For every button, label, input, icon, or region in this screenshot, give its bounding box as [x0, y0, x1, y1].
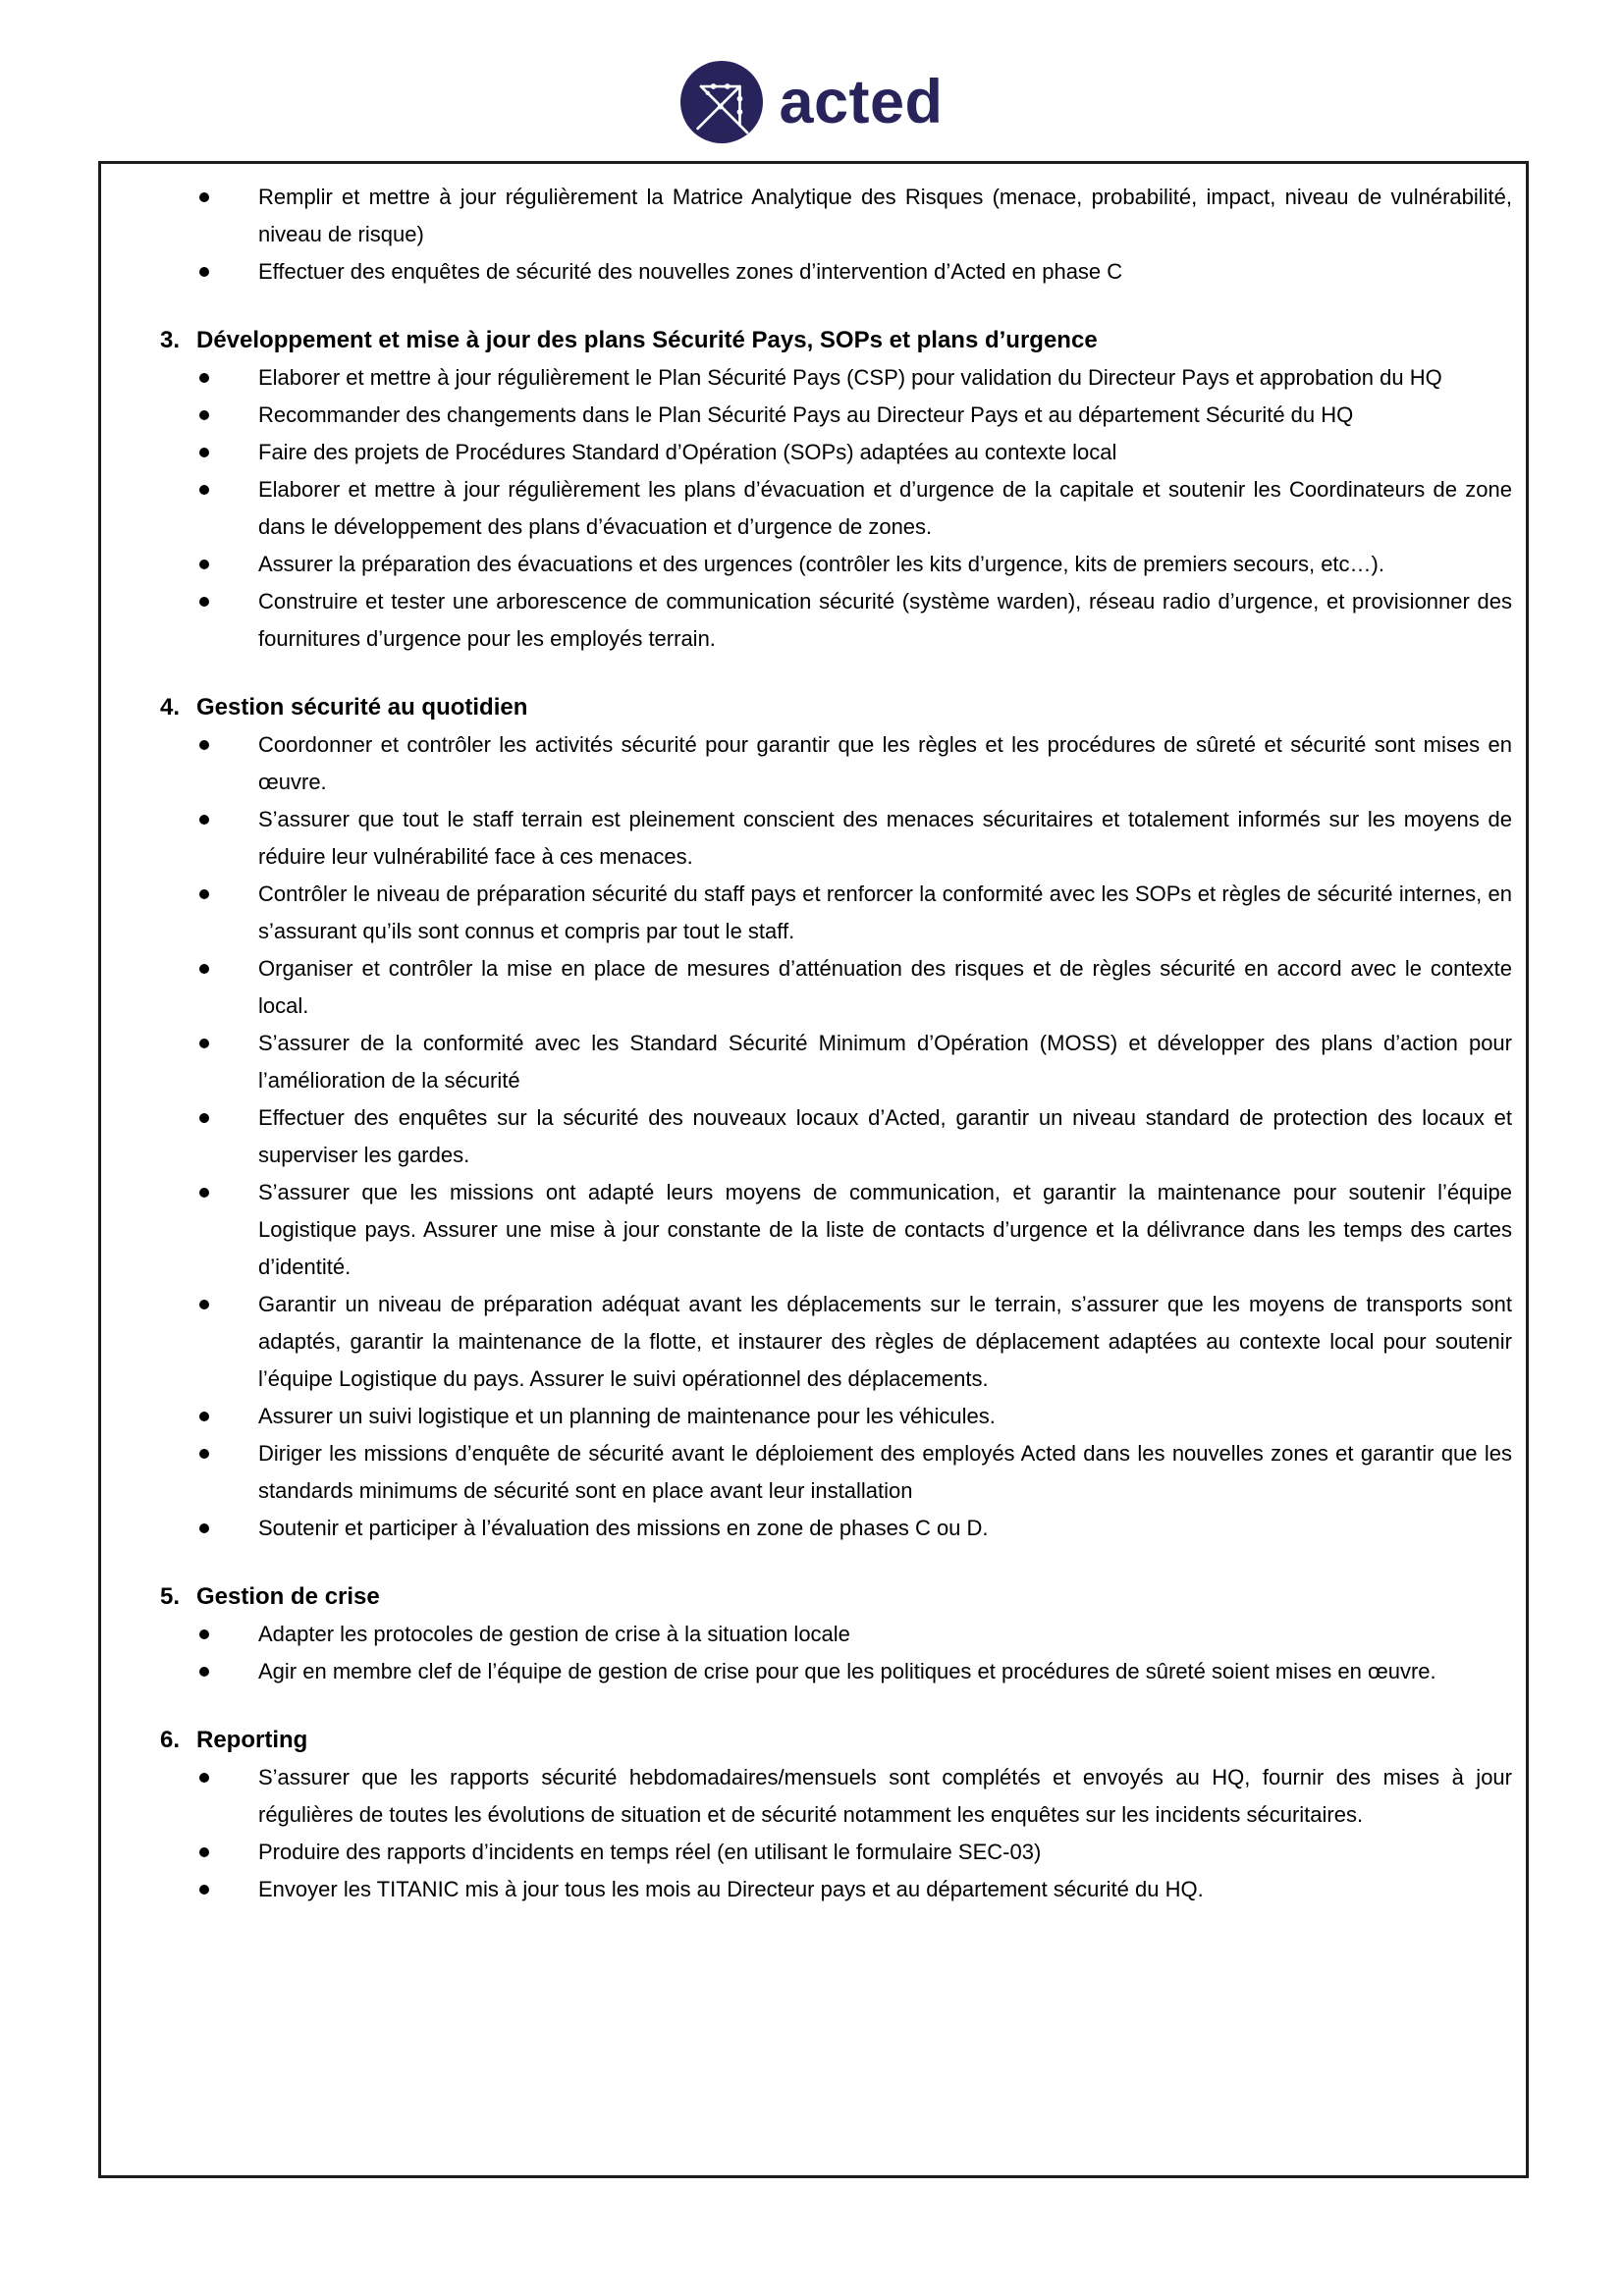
bullet-cell — [199, 471, 258, 546]
bullet-cell — [199, 801, 258, 876]
bullet-cell — [199, 1286, 258, 1398]
bullet-cell — [199, 1435, 258, 1510]
bullet-text: Construire et tester une arborescence de communication sécurité (système warden), réseau radio d’urgence, et provisionner des fournitures d’urgence pour les employés terrain. — [258, 589, 1512, 651]
bullet-cell — [199, 1025, 258, 1099]
bullet-item — [101, 1834, 1512, 1871]
bullet-cell — [199, 1174, 258, 1286]
bullet-icon — [199, 1113, 209, 1123]
bullet-list — [101, 359, 1512, 658]
bullet-text: Adapter les protocoles de gestion de crise à la situation locale — [258, 1622, 850, 1646]
bullet-text: S’assurer que les missions ont adapté leurs moyens de communication, et garantir la maintenance pour soutenir l’équipe Logistique pays. Assurer une mise à jour constante de la liste de contacts d’urgence et la délivrance dans les temps des cartes d’identité. — [258, 1180, 1512, 1279]
bullet-icon — [199, 1773, 209, 1783]
bullet-icon — [199, 1300, 209, 1309]
bullet-icon — [199, 485, 209, 495]
bullet-cell — [199, 1510, 258, 1547]
bullet-cell — [199, 179, 258, 253]
bullet-item — [101, 1025, 1512, 1099]
bullet-cell — [199, 546, 258, 583]
bullet-text: Assurer un suivi logistique et un planning de maintenance pour les véhicules. — [258, 1404, 996, 1428]
bullet-cell — [199, 1616, 258, 1653]
bullet-icon — [199, 410, 209, 420]
bullet-list — [101, 179, 1512, 291]
bullet-item — [101, 950, 1512, 1025]
bullet-item — [101, 1759, 1512, 1834]
section — [101, 689, 1512, 1547]
bullet-item — [101, 1435, 1512, 1510]
bullet-text: S’assurer de la conformité avec les Standard Sécurité Minimum d’Opération (MOSS) et développer des plans d’action pour l’amélioration de la sécurité — [258, 1031, 1512, 1093]
bullet-icon — [199, 1629, 209, 1639]
bullet-text: Garantir un niveau de préparation adéquat avant les déplacements sur le terrain, s’assurer que les moyens de transports sont adaptés, garantir la maintenance de la flotte, et instaurer des règles de déplacement adaptées au contexte local pour soutenir l’équipe Logistique du pays. Assurer le suivi opérationnel des déplacements. — [258, 1292, 1512, 1391]
section — [101, 1722, 1512, 1908]
bullet-cell — [199, 253, 258, 291]
bullet-icon — [199, 192, 209, 202]
bullet-text: S’assurer que les rapports sécurité hebdomadaires/mensuels sont complétés et envoyés au HQ, fournir des mises à jour régulières de toutes les évolutions de situation et de sécurité notamment les enquêtes sur les incidents sécuritaires. — [258, 1765, 1512, 1827]
bullet-text: S’assurer que tout le staff terrain est pleinement conscient des menaces sécuritaires et totalement informés sur les moyens de réduire leur vulnérabilité face à ces menaces. — [258, 807, 1512, 869]
bullet-item — [101, 801, 1512, 876]
bullet-cell — [199, 876, 258, 950]
bullet-list — [101, 1759, 1512, 1908]
bullet-item — [101, 1653, 1512, 1690]
section-title: Développement et mise à jour des plans Sécurité Pays, SOPs et plans d’urgence — [196, 327, 1098, 353]
section-number: 3. — [160, 327, 181, 353]
bullet-text: Agir en membre clef de l’équipe de gestion de crise pour que les politiques et procédures de sûreté soient mises en œuvre. — [258, 1659, 1436, 1683]
bullet-item — [101, 253, 1512, 291]
bullet-cell — [199, 1759, 258, 1834]
bullet-icon — [199, 1523, 209, 1533]
bullet-text: Soutenir et participer à l’évaluation des missions en zone de phases C ou D. — [258, 1516, 989, 1540]
bullet-text: Elaborer et mettre à jour régulièrement les plans d’évacuation et d’urgence de la capitale et soutenir les Coordinateurs de zone dans le développement des plans d’évacuation et d’urgence de zones. — [258, 477, 1512, 539]
bullet-item — [101, 359, 1512, 397]
section-heading — [101, 1722, 1512, 1759]
bullet-icon — [199, 448, 209, 457]
section-number: 6. — [160, 1727, 181, 1753]
bullet-item — [101, 434, 1512, 471]
bullet-item — [101, 179, 1512, 253]
bullet-icon — [199, 1449, 209, 1459]
section — [101, 179, 1512, 291]
bullet-item — [101, 397, 1512, 434]
bullet-icon — [199, 964, 209, 974]
bullet-item — [101, 1510, 1512, 1547]
bullet-icon — [199, 889, 209, 899]
bullet-icon — [199, 1412, 209, 1421]
bullet-item — [101, 1616, 1512, 1653]
bullet-item — [101, 1174, 1512, 1286]
bullet-cell — [199, 1398, 258, 1435]
section-heading — [101, 322, 1512, 359]
bullet-icon — [199, 1188, 209, 1198]
document-box — [98, 161, 1529, 2178]
bullet-text: Assurer la préparation des évacuations et des urgences (contrôler les kits d’urgence, kits de premiers secours, etc…). — [258, 552, 1384, 576]
bullet-cell — [199, 359, 258, 397]
acted-logo — [0, 57, 1624, 147]
bullet-item — [101, 726, 1512, 801]
bullet-icon — [199, 1847, 209, 1857]
acted-logo-text: acted — [779, 68, 944, 136]
bullet-icon — [199, 1885, 209, 1895]
bullet-cell — [199, 950, 258, 1025]
bullet-text: Produire des rapports d’incidents en temps réel (en utilisant le formulaire SEC-03) — [258, 1840, 1042, 1864]
bullet-text: Diriger les missions d’enquête de sécurité avant le déploiement des employés Acted dans les nouvelles zones et garantir que les standards minimums de sécurité sont en place avant leur installation — [258, 1441, 1512, 1503]
section — [101, 1578, 1512, 1690]
bullet-item — [101, 546, 1512, 583]
sections-container — [101, 179, 1512, 1908]
bullet-text: Effectuer des enquêtes sur la sécurité des nouveaux locaux d’Acted, garantir un niveau standard de protection des locaux et superviser les gardes. — [258, 1105, 1512, 1167]
bullet-list — [101, 1616, 1512, 1690]
section-heading — [101, 689, 1512, 726]
bullet-cell — [199, 1099, 258, 1174]
acted-logo-icon — [680, 61, 763, 143]
bullet-cell — [199, 1871, 258, 1908]
bullet-text: Organiser et contrôler la mise en place de mesures d’atténuation des risques et de règles sécurité en accord avec le contexte local. — [258, 956, 1512, 1018]
bullet-text: Elaborer et mettre à jour régulièrement le Plan Sécurité Pays (CSP) pour validation du Directeur Pays et approbation du HQ — [258, 365, 1442, 390]
bullet-icon — [199, 815, 209, 825]
bullet-icon — [199, 1039, 209, 1048]
section-title: Gestion sécurité au quotidien — [196, 694, 528, 721]
section-title: Reporting — [196, 1727, 308, 1753]
section-title: Gestion de crise — [196, 1583, 380, 1610]
bullet-item — [101, 1286, 1512, 1398]
bullet-item — [101, 471, 1512, 546]
bullet-cell — [199, 1653, 258, 1690]
bullet-item — [101, 1099, 1512, 1174]
bullet-icon — [199, 1667, 209, 1677]
bullet-item — [101, 583, 1512, 658]
bullet-cell — [199, 1834, 258, 1871]
section-number: 5. — [160, 1583, 181, 1610]
bullet-text: Contrôler le niveau de préparation sécurité du staff pays et renforcer la conformité avec les SOPs et règles de sécurité internes, en s’assurant qu’ils sont connus et compris par tout le staff. — [258, 881, 1512, 943]
bullet-icon — [199, 373, 209, 383]
bullet-item — [101, 876, 1512, 950]
bullet-icon — [199, 740, 209, 750]
bullet-item — [101, 1871, 1512, 1908]
bullet-icon — [199, 597, 209, 607]
bullet-icon — [199, 267, 209, 277]
bullet-cell — [199, 397, 258, 434]
bullet-text: Coordonner et contrôler les activités sécurité pour garantir que les règles et les procédures de sûreté et sécurité sont mises en œuvre. — [258, 732, 1512, 794]
bullet-text: Envoyer les TITANIC mis à jour tous les mois au Directeur pays et au département sécurité du HQ. — [258, 1877, 1204, 1901]
bullet-text: Recommander des changements dans le Plan Sécurité Pays au Directeur Pays et au département Sécurité du HQ — [258, 402, 1354, 427]
bullet-item — [101, 1398, 1512, 1435]
bullet-text: Faire des projets de Procédures Standard d’Opération (SOPs) adaptées au contexte local — [258, 440, 1117, 464]
bullet-text: Remplir et mettre à jour régulièrement la Matrice Analytique des Risques (menace, probabilité, impact, niveau de vulnérabilité, niveau de risque) — [258, 185, 1512, 246]
section — [101, 322, 1512, 658]
section-heading — [101, 1578, 1512, 1616]
bullet-list — [101, 726, 1512, 1547]
section-number: 4. — [160, 694, 181, 721]
bullet-cell — [199, 583, 258, 658]
bullet-cell — [199, 434, 258, 471]
bullet-icon — [199, 560, 209, 569]
bullet-text: Effectuer des enquêtes de sécurité des nouvelles zones d’intervention d’Acted en phase C — [258, 259, 1123, 284]
bullet-cell — [199, 726, 258, 801]
